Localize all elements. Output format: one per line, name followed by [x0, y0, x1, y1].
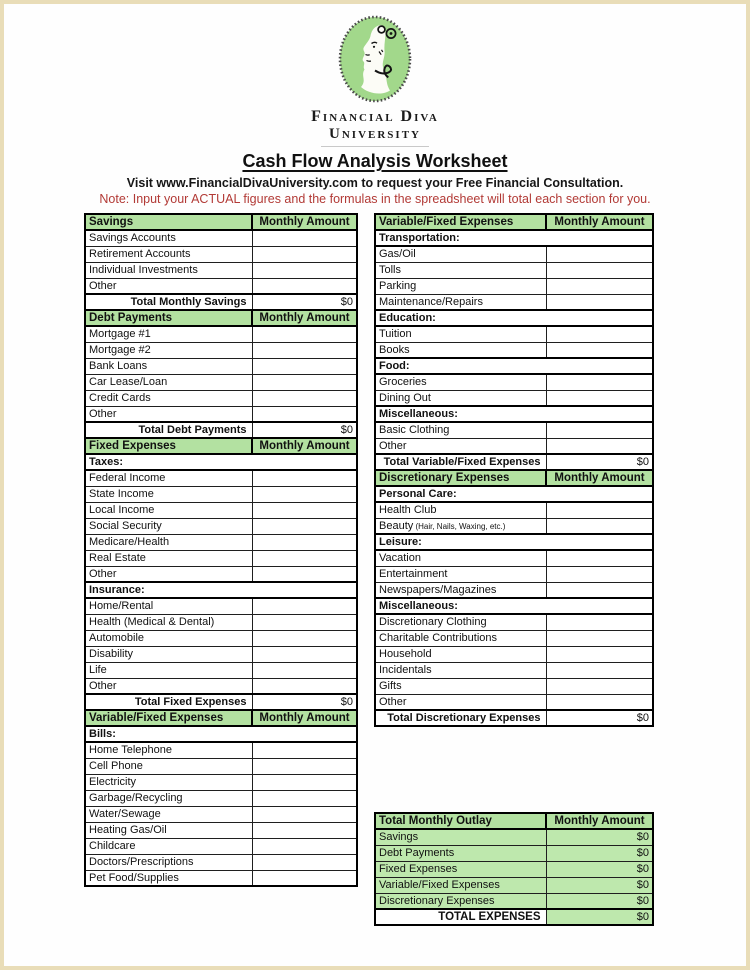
total-monthly-outlay-table — [374, 812, 654, 926]
amount-input-cell[interactable] — [546, 262, 653, 278]
brand-name: Financial Diva — [311, 108, 439, 125]
amount-input-cell[interactable] — [252, 550, 357, 566]
expense-row-label: Household — [375, 646, 546, 662]
amount-input-cell[interactable] — [252, 534, 357, 550]
subheader-row — [375, 486, 653, 502]
amount-input-cell[interactable] — [252, 390, 357, 406]
item-row — [85, 230, 357, 246]
summary-category-label: Fixed Expenses — [375, 861, 546, 877]
item-row — [375, 646, 653, 662]
expense-row-label: Home Telephone — [85, 742, 252, 758]
section-total-label: Total Discretionary Expenses — [375, 710, 546, 726]
section-total-label: Total Debt Payments — [85, 422, 252, 438]
section-total-value: $0 — [546, 710, 653, 726]
expense-row-label: Other — [375, 438, 546, 454]
amount-input-cell[interactable] — [252, 502, 357, 518]
expense-row-label: Groceries — [375, 374, 546, 390]
expense-row-label: Tuition — [375, 326, 546, 342]
amount-input-cell[interactable] — [252, 262, 357, 278]
item-row — [375, 678, 653, 694]
item-row — [85, 678, 357, 694]
item-row — [85, 662, 357, 678]
expense-row-label: Savings Accounts — [85, 230, 252, 246]
section-header-label: Debt Payments — [85, 310, 252, 326]
amount-input-cell[interactable] — [546, 646, 653, 662]
amount-column-header: Monthly Amount — [546, 214, 653, 230]
item-row — [85, 598, 357, 614]
amount-input-cell[interactable] — [252, 326, 357, 342]
expense-row-label: Automobile — [85, 630, 252, 646]
amount-input-cell[interactable] — [546, 694, 653, 710]
item-row — [85, 790, 357, 806]
item-row — [85, 518, 357, 534]
item-row — [375, 374, 653, 390]
expense-row-label: Electricity — [85, 774, 252, 790]
amount-input-cell[interactable] — [252, 486, 357, 502]
item-row — [85, 854, 357, 870]
expense-row-label: Cell Phone — [85, 758, 252, 774]
amount-input-cell[interactable] — [546, 390, 653, 406]
expense-row-label: Books — [375, 342, 546, 358]
amount-column-header: Monthly Amount — [252, 310, 357, 326]
expense-row-label: Bank Loans — [85, 358, 252, 374]
amount-column-header: Monthly Amount — [252, 438, 357, 454]
total-row — [85, 294, 357, 310]
section-total-label: Total Variable/Fixed Expenses — [375, 454, 546, 470]
expense-row-label: Charitable Contributions — [375, 630, 546, 646]
item-row — [85, 870, 357, 886]
subsection-label: Food: — [375, 358, 653, 374]
summary-category-label: Debt Payments — [375, 845, 546, 861]
section-total-value: $0 — [252, 422, 357, 438]
amount-input-cell[interactable] — [252, 566, 357, 582]
expense-row-label: Other — [85, 678, 252, 694]
amount-input-cell[interactable] — [252, 406, 357, 422]
expense-row-label: Health Club — [375, 502, 546, 518]
section-header-label: Savings — [85, 214, 252, 230]
expense-row-label: Incidentals — [375, 662, 546, 678]
item-row — [375, 262, 653, 278]
amount-input-cell[interactable] — [252, 646, 357, 662]
header-row — [85, 710, 357, 726]
amount-input-cell[interactable] — [546, 278, 653, 294]
expense-row-label: Childcare — [85, 838, 252, 854]
right-expense-table — [374, 213, 654, 727]
amount-input-cell[interactable] — [252, 518, 357, 534]
header-row — [375, 214, 653, 230]
expense-row-label: Health (Medical & Dental) — [85, 614, 252, 630]
amount-input-cell[interactable] — [546, 614, 653, 630]
amount-input-cell[interactable] — [252, 630, 357, 646]
expense-row-label: Other — [85, 406, 252, 422]
item-row — [85, 534, 357, 550]
amount-input-cell[interactable] — [546, 326, 653, 342]
item-row — [85, 742, 357, 758]
header-row — [375, 813, 653, 829]
item-row — [85, 614, 357, 630]
amount-input-cell[interactable] — [252, 758, 357, 774]
item-row — [85, 806, 357, 822]
item-row — [375, 582, 653, 598]
amount-input-cell[interactable] — [252, 614, 357, 630]
instruction-note: Note: Input your ACTUAL figures and the formulas in the spreadsheet will total each section for you. — [99, 192, 651, 206]
item-row — [85, 758, 357, 774]
expense-row-label: Beauty (Hair, Nails, Waxing, etc.) — [375, 518, 546, 534]
header-row — [85, 214, 357, 230]
summary-category-label: Savings — [375, 829, 546, 845]
summary-category-label: Discretionary Expenses — [375, 893, 546, 909]
amount-input-cell[interactable] — [546, 502, 653, 518]
item-row — [375, 662, 653, 678]
expense-row-label: Home/Rental — [85, 598, 252, 614]
header-divider — [321, 146, 429, 147]
expense-row-label: Doctors/Prescriptions — [85, 854, 252, 870]
section-header-label: Discretionary Expenses — [375, 470, 546, 486]
section-header-label: Variable/Fixed Expenses — [375, 214, 546, 230]
amount-input-cell[interactable] — [252, 854, 357, 870]
expense-row-label: Social Security — [85, 518, 252, 534]
section-total-label: Total Monthly Savings — [85, 294, 252, 310]
subsection-label: Taxes: — [85, 454, 357, 470]
subheader-row — [375, 310, 653, 326]
subsection-label: Education: — [375, 310, 653, 326]
amount-input-cell[interactable] — [546, 246, 653, 262]
amount-input-cell[interactable] — [546, 422, 653, 438]
item-row — [375, 438, 653, 454]
total-row — [85, 422, 357, 438]
subheader-row — [375, 230, 653, 246]
left-expense-table — [84, 213, 358, 887]
item-row — [375, 246, 653, 262]
amount-input-cell[interactable] — [252, 822, 357, 838]
item-row — [375, 518, 653, 534]
amount-column-header: Monthly Amount — [546, 470, 653, 486]
expense-row-label: Basic Clothing — [375, 422, 546, 438]
item-row — [85, 374, 357, 390]
grand-total-value: $0 — [546, 909, 653, 925]
item-row — [375, 342, 653, 358]
expense-row-label: State Income — [85, 486, 252, 502]
expense-row-label: Medicare/Health — [85, 534, 252, 550]
subheader-row — [375, 358, 653, 374]
expense-row-label: Local Income — [85, 502, 252, 518]
section-header-label: Variable/Fixed Expenses — [85, 710, 252, 726]
expense-row-label: Real Estate — [85, 550, 252, 566]
expense-row-label: Car Lease/Loan — [85, 374, 252, 390]
item-row — [85, 406, 357, 422]
green-item-row — [375, 829, 653, 845]
expense-row-label: Federal Income — [85, 470, 252, 486]
item-row — [85, 358, 357, 374]
amount-input-cell[interactable] — [252, 774, 357, 790]
item-row — [85, 550, 357, 566]
expense-row-label: Disability — [85, 646, 252, 662]
section-total-value: $0 — [546, 454, 653, 470]
grand-total-row — [375, 909, 653, 925]
amount-input-cell[interactable] — [252, 246, 357, 262]
amount-input-cell[interactable] — [252, 662, 357, 678]
section-total-value: $0 — [252, 294, 357, 310]
expense-row-label: Entertainment — [375, 566, 546, 582]
amount-input-cell[interactable] — [546, 662, 653, 678]
section-total-value: $0 — [252, 694, 357, 710]
item-row — [85, 470, 357, 486]
header-row — [85, 310, 357, 326]
item-row — [85, 342, 357, 358]
item-row — [375, 326, 653, 342]
financial-diva-cameo-logo — [336, 14, 414, 107]
brand-subname: University — [329, 126, 421, 142]
amount-input-cell[interactable] — [546, 518, 653, 534]
total-row — [375, 454, 653, 470]
item-row — [375, 390, 653, 406]
amount-input-cell[interactable] — [252, 278, 357, 294]
expense-row-label: Tolls — [375, 262, 546, 278]
item-row — [375, 694, 653, 710]
expense-row-label: Water/Sewage — [85, 806, 252, 822]
amount-input-cell[interactable] — [252, 358, 357, 374]
amount-input-cell[interactable] — [252, 470, 357, 486]
summary-amount-value: $0 — [546, 877, 653, 893]
header-row — [375, 470, 653, 486]
green-item-row — [375, 893, 653, 909]
item-row — [85, 502, 357, 518]
expense-row-label: Heating Gas/Oil — [85, 822, 252, 838]
subsection-label: Personal Care: — [375, 486, 653, 502]
amount-input-cell[interactable] — [252, 374, 357, 390]
expense-row-label: Pet Food/Supplies — [85, 870, 252, 886]
amount-column-header: Monthly Amount — [252, 710, 357, 726]
item-row — [85, 390, 357, 406]
amount-input-cell[interactable] — [546, 630, 653, 646]
consultation-subtitle: Visit www.FinancialDivaUniversity.com to request your Free Financial Consultation. — [126, 176, 624, 190]
subheader-row — [85, 726, 357, 742]
item-row — [85, 486, 357, 502]
subsection-label: Transportation: — [375, 230, 653, 246]
item-row — [375, 566, 653, 582]
amount-input-cell[interactable] — [546, 566, 653, 582]
subsection-label: Miscellaneous: — [375, 598, 653, 614]
expense-row-label: Individual Investments — [85, 262, 252, 278]
expense-row-label: Newspapers/Magazines — [375, 582, 546, 598]
amount-input-cell[interactable] — [546, 294, 653, 310]
summary-amount-value: $0 — [546, 829, 653, 845]
subheader-row — [375, 534, 653, 550]
expense-row-label: Other — [85, 278, 252, 294]
summary-amount-value: $0 — [546, 861, 653, 877]
item-row — [375, 502, 653, 518]
amount-input-cell[interactable] — [252, 790, 357, 806]
subsection-label: Leisure: — [375, 534, 653, 550]
amount-input-cell[interactable] — [546, 374, 653, 390]
total-row — [85, 694, 357, 710]
expense-row-label: Gas/Oil — [375, 246, 546, 262]
expense-row-label: Gifts — [375, 678, 546, 694]
worksheet-header — [4, 14, 746, 206]
amount-input-cell[interactable] — [252, 806, 357, 822]
expense-row-label: Credit Cards — [85, 390, 252, 406]
item-row — [85, 838, 357, 854]
summary-amount-value: $0 — [546, 845, 653, 861]
section-header-label: Fixed Expenses — [85, 438, 252, 454]
item-row — [85, 326, 357, 342]
amount-input-cell[interactable] — [546, 582, 653, 598]
amount-input-cell[interactable] — [252, 230, 357, 246]
item-row — [85, 278, 357, 294]
amount-input-cell[interactable] — [546, 550, 653, 566]
expense-row-label: Other — [375, 694, 546, 710]
expense-row-label: Dining Out — [375, 390, 546, 406]
subheader-row — [85, 582, 357, 598]
expense-row-label: Maintenance/Repairs — [375, 294, 546, 310]
expense-row-label: Other — [85, 566, 252, 582]
expense-row-label: Discretionary Clothing — [375, 614, 546, 630]
grand-total-label: TOTAL EXPENSES — [375, 909, 546, 925]
green-item-row — [375, 877, 653, 893]
subsection-label: Miscellaneous: — [375, 406, 653, 422]
section-header-label: Total Monthly Outlay — [375, 813, 546, 829]
item-row — [85, 822, 357, 838]
item-row — [85, 646, 357, 662]
amount-input-cell[interactable] — [546, 678, 653, 694]
amount-column-header: Monthly Amount — [546, 813, 653, 829]
subheader-row — [375, 598, 653, 614]
subsection-label: Insurance: — [85, 582, 357, 598]
subheader-row — [85, 454, 357, 470]
amount-input-cell[interactable] — [252, 838, 357, 854]
amount-input-cell[interactable] — [252, 678, 357, 694]
item-row — [375, 614, 653, 630]
item-row — [375, 630, 653, 646]
expense-row-label: Mortgage #1 — [85, 326, 252, 342]
item-row — [85, 774, 357, 790]
amount-input-cell[interactable] — [546, 438, 653, 454]
amount-input-cell[interactable] — [252, 342, 357, 358]
expense-row-label: Vacation — [375, 550, 546, 566]
item-row — [375, 278, 653, 294]
amount-input-cell[interactable] — [546, 342, 653, 358]
expense-row-label: Retirement Accounts — [85, 246, 252, 262]
item-row — [375, 294, 653, 310]
subheader-row — [375, 406, 653, 422]
expense-row-label: Garbage/Recycling — [85, 790, 252, 806]
expense-row-label: Mortgage #2 — [85, 342, 252, 358]
expense-row-label: Parking — [375, 278, 546, 294]
green-item-row — [375, 861, 653, 877]
section-total-label: Total Fixed Expenses — [85, 694, 252, 710]
amount-input-cell[interactable] — [252, 742, 357, 758]
summary-amount-value: $0 — [546, 893, 653, 909]
item-row — [375, 422, 653, 438]
page-title: Cash Flow Analysis Worksheet — [242, 151, 508, 171]
item-row — [85, 246, 357, 262]
item-row — [85, 630, 357, 646]
item-row — [375, 550, 653, 566]
green-item-row — [375, 845, 653, 861]
total-row — [375, 710, 653, 726]
item-row — [85, 566, 357, 582]
subsection-label: Bills: — [85, 726, 357, 742]
amount-input-cell[interactable] — [252, 598, 357, 614]
item-row — [85, 262, 357, 278]
summary-category-label: Variable/Fixed Expenses — [375, 877, 546, 893]
amount-input-cell[interactable] — [252, 870, 357, 886]
expense-row-label: Life — [85, 662, 252, 678]
header-row — [85, 438, 357, 454]
amount-column-header: Monthly Amount — [252, 214, 357, 230]
